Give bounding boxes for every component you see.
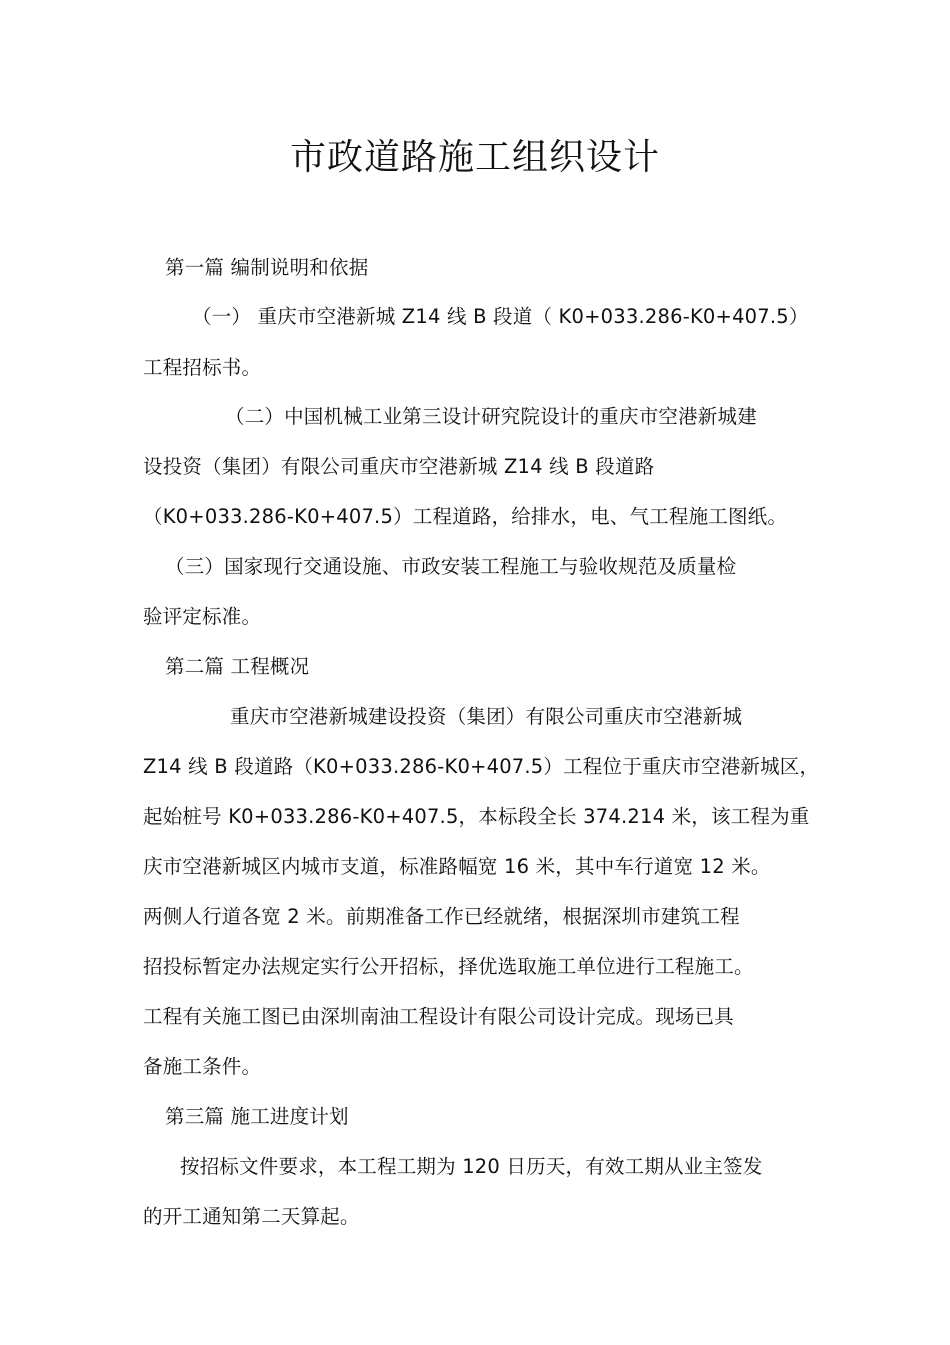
paragraph-line: 的开工通知第二天算起。 <box>143 1205 360 1228</box>
paragraph-line: 按招标文件要求，本工程工期为 120 日历天，有效工期从业主签发 <box>180 1155 763 1178</box>
document-title: 市政道路施工组织设计 <box>289 137 660 178</box>
paragraph-line: 招投标暂定办法规定实行公开招标，择优选取施工单位进行工程施工。 <box>143 955 754 978</box>
paragraph-line: （一） 重庆市空港新城 Z14 线 B 段道（ K0+033.286-K0+407.5） <box>192 305 809 328</box>
heading-part-1: 第一篇 编制说明和依据 <box>165 256 369 279</box>
paragraph-line: 设投资（集团）有限公司重庆市空港新城 Z14 线 B 段道路 <box>143 455 655 478</box>
heading-part-3: 第三篇 施工进度计划 <box>165 1105 349 1128</box>
paragraph-line: （二）中国机械工业第三设计研究院设计的重庆市空港新城建 <box>225 405 757 428</box>
paragraph-line: （K0+033.286-K0+407.5）工程道路，给排水，电、气工程施工图纸。 <box>143 505 788 528</box>
heading-part-2: 第二篇 工程概况 <box>165 655 310 678</box>
paragraph-line: 备施工条件。 <box>143 1055 262 1078</box>
paragraph-line: Z14 线 B 段道路（K0+033.286-K0+407.5）工程位于重庆市空港新城区， <box>143 755 820 778</box>
paragraph-line: 重庆市空港新城建设投资（集团）有限公司重庆市空港新城 <box>230 705 743 728</box>
paragraph-line: 庆市空港新城区内城市支道，标准路幅宽 16 米，其中车行道宽 12 米。 <box>143 855 771 878</box>
paragraph-line: 工程招标书。 <box>143 356 262 379</box>
paragraph-line: 起始桩号 K0+033.286-K0+407.5，本标段全长 374.214 米，该工程为重 <box>143 805 810 828</box>
paragraph-line: 验评定标准。 <box>143 605 262 628</box>
paragraph-line: 工程有关施工图已由深圳南油工程设计有限公司设计完成。现场已具 <box>143 1005 735 1028</box>
paragraph-line: （三）国家现行交通设施、市政安装工程施工与验收规范及质量检 <box>165 555 737 578</box>
paragraph-line: 两侧人行道各宽 2 米。前期准备工作已经就绪，根据深圳市建筑工程 <box>143 905 740 928</box>
